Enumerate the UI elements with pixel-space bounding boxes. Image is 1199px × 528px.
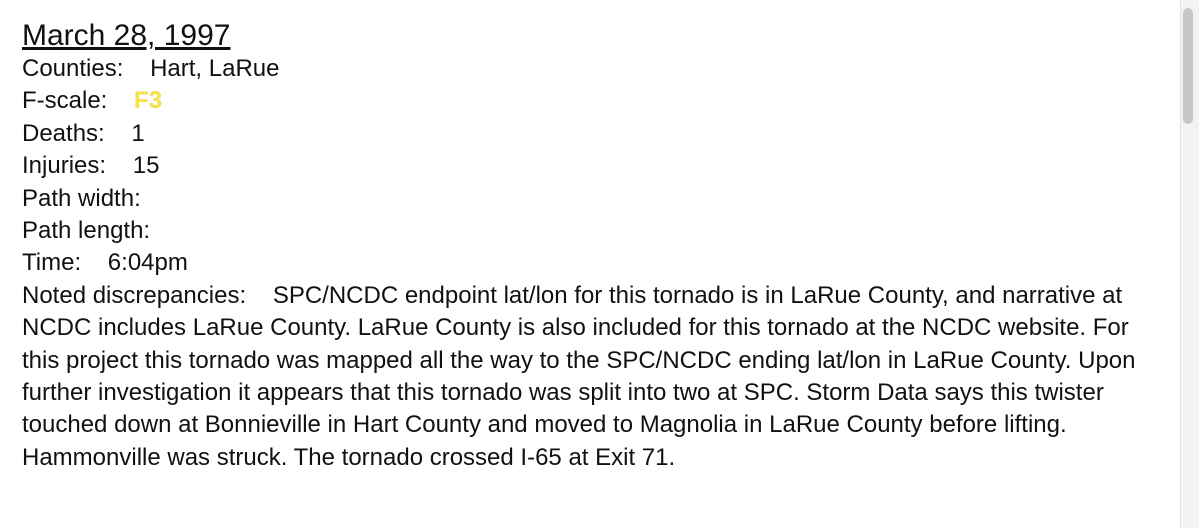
- deaths-value: 1: [131, 119, 145, 147]
- scrollbar-thumb[interactable]: [1183, 8, 1193, 124]
- discrepancies-paragraph: [22, 280, 1172, 474]
- fscale-label: F-scale:: [22, 87, 108, 115]
- injuries-value: 15: [132, 152, 160, 180]
- fscale-row: [22, 85, 1172, 117]
- injuries-label: Injuries:: [22, 152, 107, 180]
- time-row: [22, 247, 1172, 279]
- discrepancies-text: SPC/NCDC endpoint lat/lon for this tornado is in LaRue County, and narrative at NCDC includes LaRue County. LaRue County is also included for this tornado at the NCDC website. For this project this tornado was mapped all the way to the SPC/NCDC ending lat/lon in LaRue County. Upon further investigation it appears that this tornado was split into two at SPC. Storm Data says this twister touched down at Bonnieville in Hart County and moved to Magnolia in LaRue County before lifting. Hammonville was struck. The tornado crossed I-65 at Exit 71.: [22, 281, 1136, 471]
- fscale-value: F3: [134, 87, 163, 115]
- counties-row: [22, 53, 1172, 85]
- counties-value: Hart, LaRue: [150, 55, 280, 82]
- path-width-row: [22, 183, 1172, 215]
- deaths-row: [22, 118, 1172, 150]
- text-fragment: [782, 0, 822, 4]
- text-fragment: [160, 0, 180, 4]
- text-fragment: [40, 0, 92, 4]
- path-length-label: Path length:: [22, 217, 151, 245]
- time-label: Time:: [22, 249, 82, 277]
- path-width-label: Path width:: [22, 184, 141, 212]
- injuries-row: [22, 150, 1172, 182]
- record-date: March 28, 1997: [22, 19, 231, 52]
- counties-label: Counties:: [22, 55, 124, 82]
- time-value: 6:04pm: [107, 249, 188, 277]
- discrepancies-label: Noted discrepancies:: [22, 281, 247, 309]
- path-length-row: [22, 215, 1172, 247]
- text-fragment: [954, 0, 1152, 4]
- deaths-label: Deaths:: [22, 119, 105, 147]
- tornado-record: [22, 19, 1172, 474]
- cut-off-previous-text-line: [22, 0, 1162, 4]
